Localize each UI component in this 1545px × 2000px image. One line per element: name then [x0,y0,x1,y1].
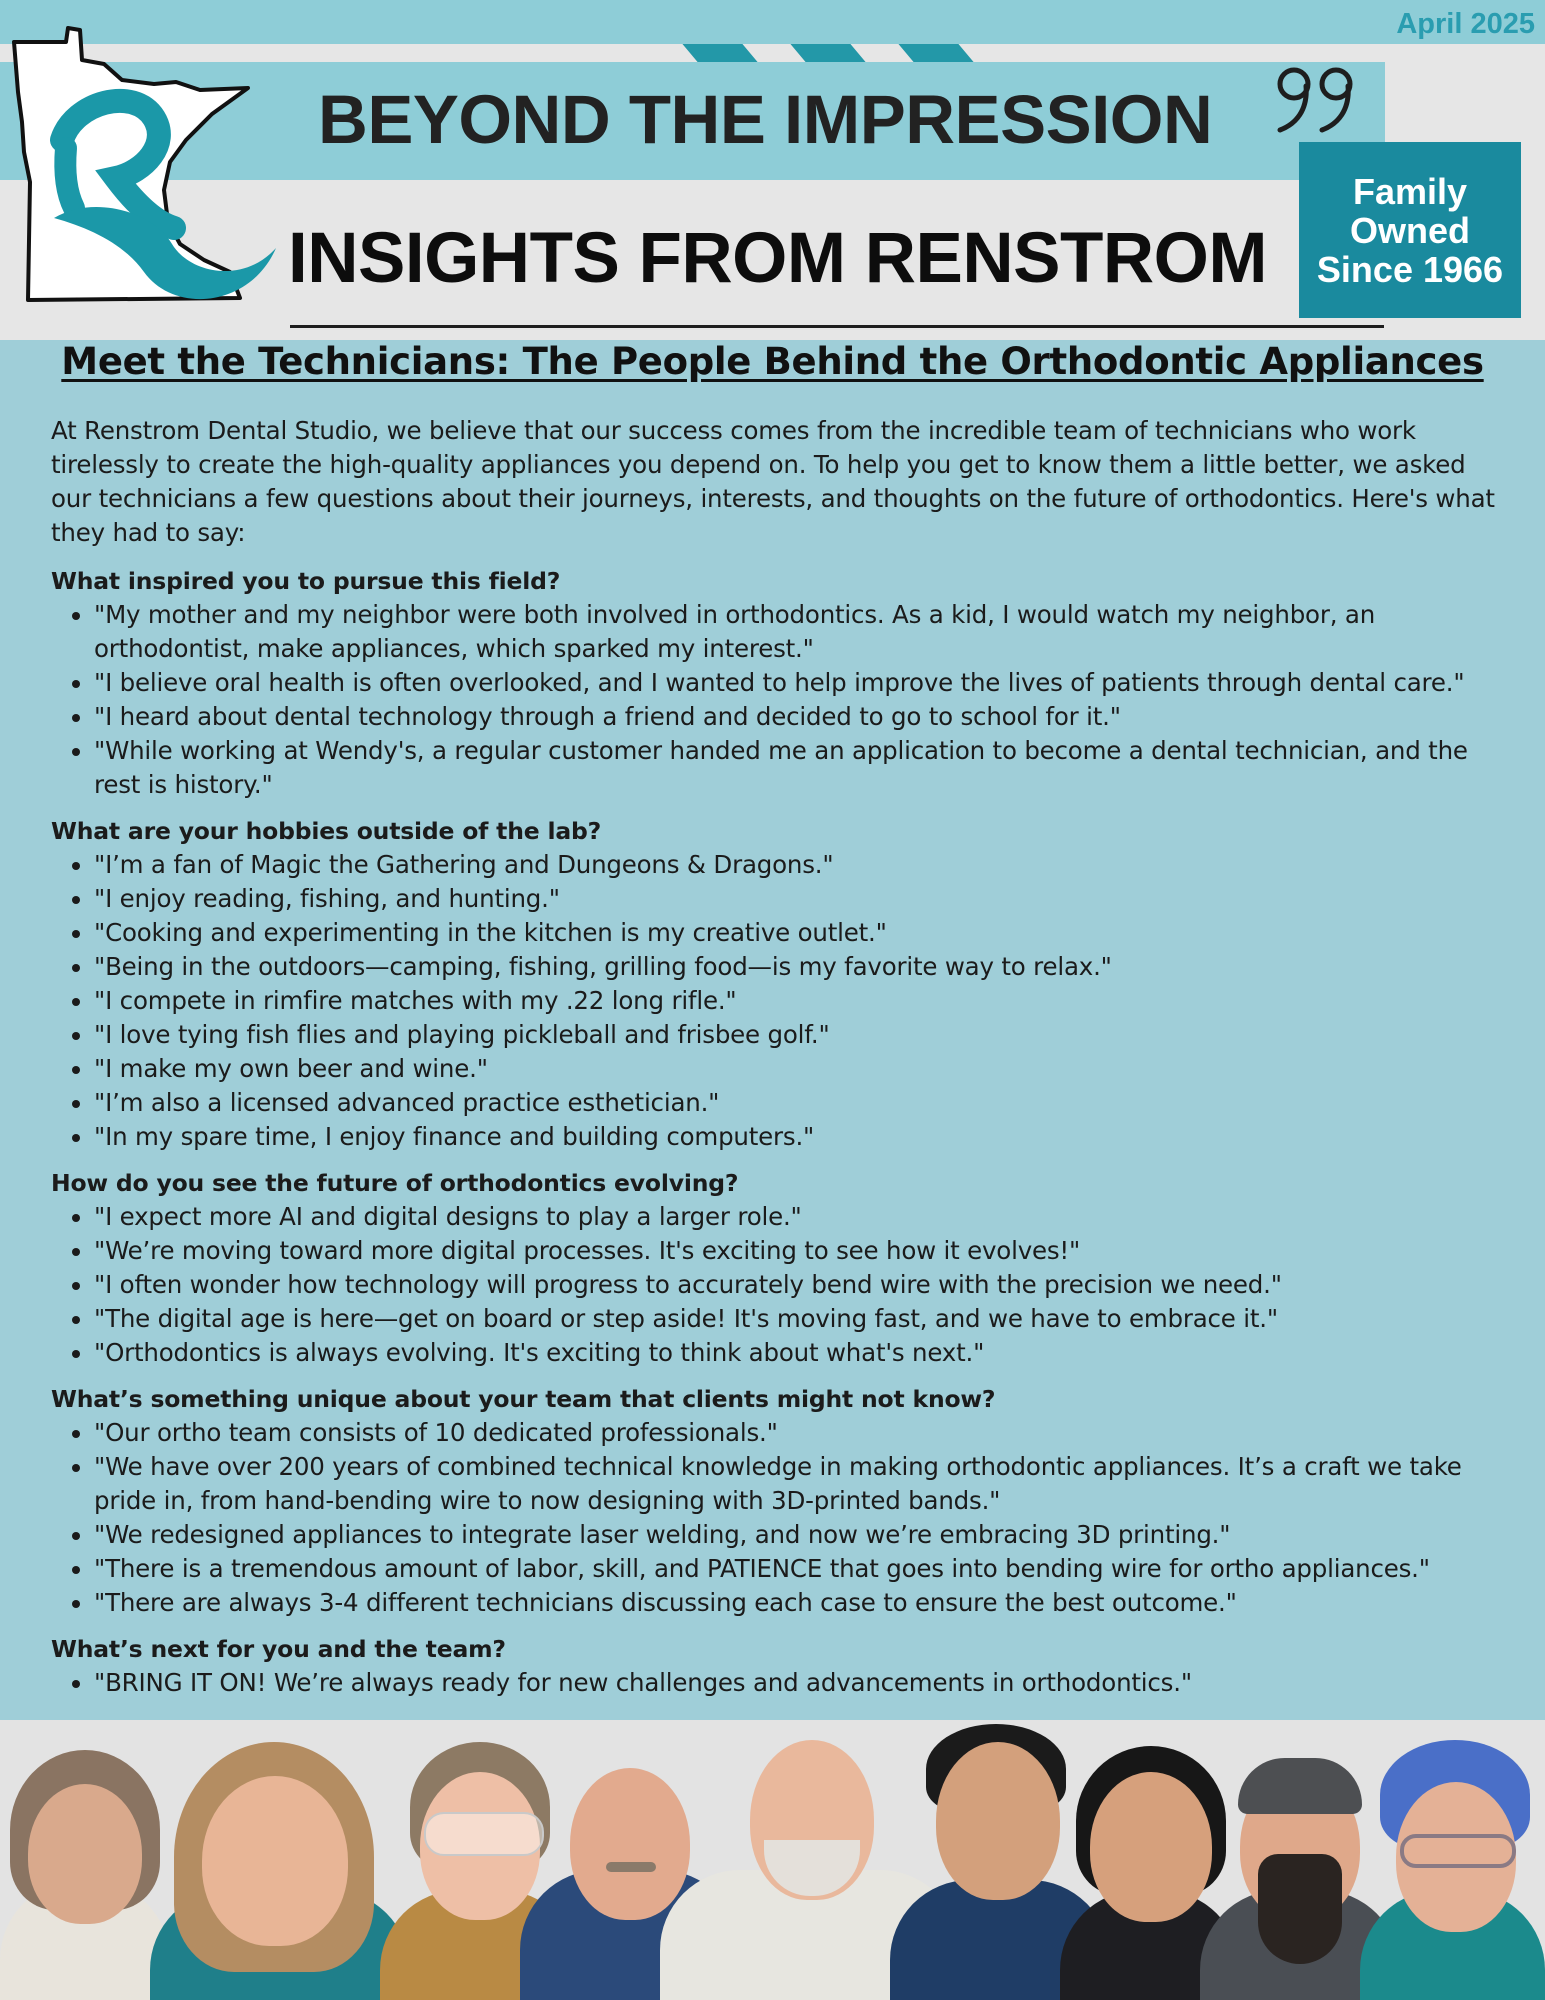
answer-item: • "I expect more AI and digital designs to play a larger role." [94,1200,1501,1234]
answer-item: • "Cooking and experimenting in the kitchen is my creative outlet." [94,916,1501,950]
team-photo [0,1720,1545,2000]
answer-item: • "I’m a fan of Magic the Gathering and Dungeons & Dragons." [94,848,1501,882]
section-question: What are your hobbies outside of the lab? [51,817,602,845]
section-question: What’s something unique about your team that clients might not know? [51,1385,996,1413]
article-headline: Meet the Technicians: The People Behind the Orthodontic Appliances [61,340,1484,383]
answer-item: • "I’m also a licensed advanced practice esthetician." [94,1086,1501,1120]
team-member-photo [1360,1738,1545,2000]
answer-item: • "There are always 3-4 different technicians discussing each case to ensure the best outcome." [94,1586,1501,1620]
answer-item: • "We have over 200 years of combined technical knowledge in making orthodontic appliances. It’s a craft we take pride in, from hand-bending wire to now designing with 3D-printed bands." [94,1450,1501,1518]
section-question: What’s next for you and the team? [51,1635,506,1663]
answer-list [51,598,1501,802]
issue-date: April 2025 [1396,8,1535,40]
answer-item: • "There is a tremendous amount of labor, skill, and PATIENCE that goes into bending wire for ortho appliances." [94,1552,1501,1586]
answer-item: • "We redesigned appliances to integrate laser welding, and now we’re embracing 3D printing." [94,1518,1501,1552]
article-body [51,414,1501,1712]
answer-item: • "I believe oral health is often overlooked, and I wanted to help improve the lives of patients through dental care." [94,666,1501,700]
answer-list [51,1666,1501,1700]
newsletter-subtitle: INSIGHTS FROM RENSTROM [288,219,1268,298]
team-member-photo [150,1738,410,2000]
answer-item: • "I enjoy reading, fishing, and hunting." [94,882,1501,916]
answer-item: • "We’re moving toward more digital processes. It's exciting to see how it evolves!" [94,1234,1501,1268]
quote-icon [1272,60,1364,138]
badge-line-2: Owned [1349,209,1470,251]
decorative-stripes [690,44,1010,62]
newsletter-title: BEYOND THE IMPRESSION [318,81,1213,158]
answer-list [51,1200,1501,1370]
badge-line-3: Since 1966 [1316,248,1504,290]
newsletter-header [0,0,1545,340]
answer-item: • "I often wonder how technology will progress to accurately bend wire with the precision we need." [94,1268,1501,1302]
family-owned-badge [1299,142,1521,318]
answer-item: • "My mother and my neighbor were both involved in orthodontics. As a kid, I would watch my neighbor, an orthodontist, make appliances, which sparked my interest." [94,598,1501,666]
answer-item: • "In my spare time, I enjoy finance and building computers." [94,1120,1501,1154]
answer-item: • "Being in the outdoors—camping, fishing, grilling food—is my favorite way to relax." [94,950,1501,984]
header-divider [290,325,1384,328]
answer-item: • "BRING IT ON! We’re always ready for new challenges and advancements in orthodontics." [94,1666,1501,1700]
badge-line-1: Family [1352,170,1468,212]
answer-item: • "Orthodontics is always evolving. It's exciting to think about what's next." [94,1336,1501,1370]
answer-item: • "The digital age is here—get on board or step aside! It's moving fast, and we have to embrace it." [94,1302,1501,1336]
minnesota-r-logo-icon [4,22,294,320]
article-intro: At Renstrom Dental Studio, we believe that our success comes from the incredible team of technicians who work tirelessly to create the high-quality appliances you depend on. To help you get to know them a little better, we asked our technicians a few questions about their journeys, interests, and thoughts on the future of orthodontics. Here's what they had to say: [51,416,1495,547]
answer-item: • "Our ortho team consists of 10 dedicated professionals." [94,1416,1501,1450]
section-question: What inspired you to pursue this field? [51,567,561,595]
answer-list [51,1416,1501,1620]
answer-list [51,848,1501,1154]
answer-item: • "I heard about dental technology through a friend and decided to go to school for it." [94,700,1501,734]
answer-item: • "I love tying fish flies and playing pickleball and frisbee golf." [94,1018,1501,1052]
answer-item: • "I make my own beer and wine." [94,1052,1501,1086]
section-question: How do you see the future of orthodontics evolving? [51,1169,739,1197]
answer-item: • "While working at Wendy's, a regular customer handed me an application to become a dental technician, and the rest is history." [94,734,1501,802]
answer-item: • "I compete in rimfire matches with my .22 long rifle." [94,984,1501,1018]
team-member-photo [0,1730,170,2000]
